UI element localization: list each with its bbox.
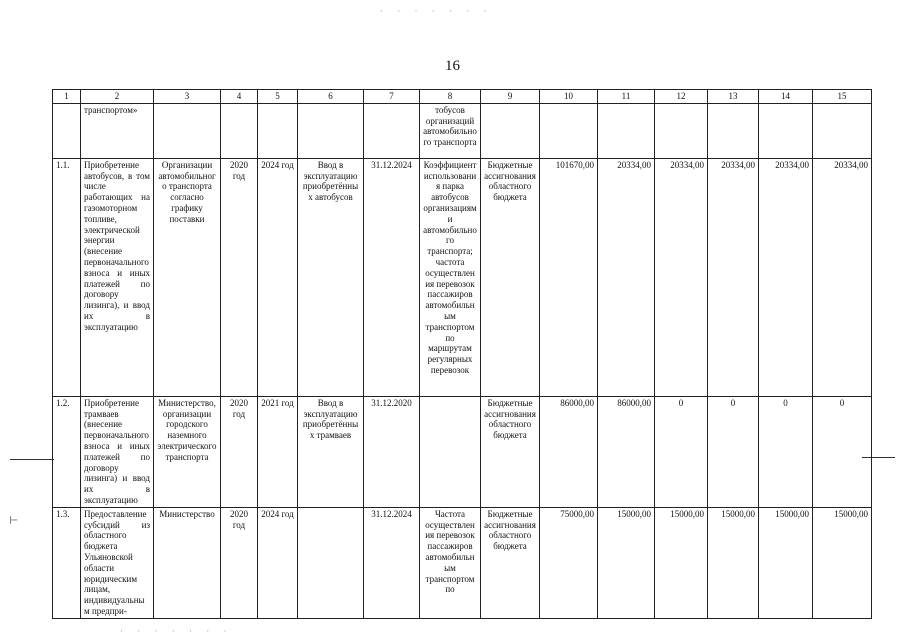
table-row xyxy=(53,396,872,507)
year-amount-cell: 0 xyxy=(708,396,759,507)
funding-source-cell: Бюджетные ассигнования областного бюджета xyxy=(481,507,540,618)
date-cell: 31.12.2024 xyxy=(364,507,420,618)
year-amount-cell: 20334,00 xyxy=(708,158,759,396)
funding-source-cell: Бюджетные ассигнования областного бюджета xyxy=(481,396,540,507)
year-amount-cell: 0 xyxy=(655,396,708,507)
row-number: 1.3. xyxy=(53,507,81,618)
total-cell: 101670,00 xyxy=(540,158,598,396)
year-amount-cell: 20334,00 xyxy=(655,158,708,396)
column-number: 6 xyxy=(298,90,364,104)
year-amount-cell: 20334,00 xyxy=(759,158,813,396)
column-number: 9 xyxy=(481,90,540,104)
scan-noise-top: · · · · · · · xyxy=(380,6,493,16)
activity-cell: Предоставление субсидий из областного бюджета Ульяновской области юридическим лицам, индивидуальным предпри- xyxy=(81,507,154,618)
indicator-cell: Коэффициент использования парка автобусов организациями автомобильного транспорта; частота осуществления перевозок пассажиров автомобильным транспортом по маршрутам регулярных перевозок xyxy=(420,158,481,396)
year-amount-cell: 15000,00 xyxy=(759,507,813,618)
column-number: 14 xyxy=(759,90,813,104)
binding-mark: ⊢ xyxy=(9,515,19,527)
result-cell xyxy=(298,507,364,618)
year-amount-cell: 15000,00 xyxy=(598,507,655,618)
continuation-indicator: тобусов организаций автомобильного транспорта xyxy=(420,103,481,158)
executor-cell: Министерство xyxy=(154,507,221,618)
date-cell: 31.12.2024 xyxy=(364,158,420,396)
year-amount-cell: 0 xyxy=(813,396,872,507)
year-amount-cell: 0 xyxy=(759,396,813,507)
column-number-row xyxy=(53,90,872,104)
scan-line-left xyxy=(10,459,54,460)
row-number: 1.2. xyxy=(53,396,81,507)
end-year-cell: 2024 год xyxy=(258,507,298,618)
row-number: 1.1. xyxy=(53,158,81,396)
year-amount-cell: 20334,00 xyxy=(813,158,872,396)
total-cell: 86000,00 xyxy=(540,396,598,507)
column-number: 2 xyxy=(81,90,154,104)
activity-cell: Приобретение автобусов, в том числе работающих на газомоторном топливе, электрической энергии (внесение первоначального взноса и иных платежей по договору лизинга), и ввод их в эксплуатацию xyxy=(81,158,154,396)
total-cell: 75000,00 xyxy=(540,507,598,618)
funding-source-cell: Бюджетные ассигнования областного бюджета xyxy=(481,158,540,396)
page-number: 16 xyxy=(445,58,460,74)
start-year-cell: 2020 год xyxy=(221,396,258,507)
start-year-cell: 2020 год xyxy=(221,507,258,618)
year-amount-cell: 15000,00 xyxy=(655,507,708,618)
indicator-cell: Частота осуществления перевозок пассажиров автомобильным транспортом по xyxy=(420,507,481,618)
start-year-cell: 2020 год xyxy=(221,158,258,396)
column-number: 10 xyxy=(540,90,598,104)
plan-table xyxy=(52,89,872,619)
column-number: 5 xyxy=(258,90,298,104)
table-row xyxy=(53,507,872,618)
column-number: 11 xyxy=(598,90,655,104)
column-number: 3 xyxy=(154,90,221,104)
column-number: 7 xyxy=(364,90,420,104)
column-number: 13 xyxy=(708,90,759,104)
continuation-row xyxy=(53,103,872,158)
executor-cell: Министерство, организации городского наземного электрического транспорта xyxy=(154,396,221,507)
column-number: 12 xyxy=(655,90,708,104)
column-number: 4 xyxy=(221,90,258,104)
column-number: 8 xyxy=(420,90,481,104)
end-year-cell: 2021 год xyxy=(258,396,298,507)
year-amount-cell: 15000,00 xyxy=(708,507,759,618)
scan-noise-bottom: · · · · · · · xyxy=(120,626,233,636)
activity-cell: Приобретение трамваев (внесение первоначального взноса и иных платежей по договору лизинга) и ввод их в эксплуатацию xyxy=(81,396,154,507)
year-amount-cell: 15000,00 xyxy=(813,507,872,618)
table-row xyxy=(53,158,872,396)
year-amount-cell: 86000,00 xyxy=(598,396,655,507)
result-cell: Ввод в эксплуатацию приобретённых автобусов xyxy=(298,158,364,396)
executor-cell: Организации автомобильного транспорта согласно графику поставки xyxy=(154,158,221,396)
column-number: 15 xyxy=(813,90,872,104)
year-amount-cell: 20334,00 xyxy=(598,158,655,396)
date-cell: 31.12.2020 xyxy=(364,396,420,507)
indicator-cell xyxy=(420,396,481,507)
end-year-cell: 2024 год xyxy=(258,158,298,396)
column-number: 1 xyxy=(53,90,81,104)
result-cell: Ввод в эксплуатацию приобретённых трамваев xyxy=(298,396,364,507)
continuation-activity: транспортом» xyxy=(81,103,154,158)
